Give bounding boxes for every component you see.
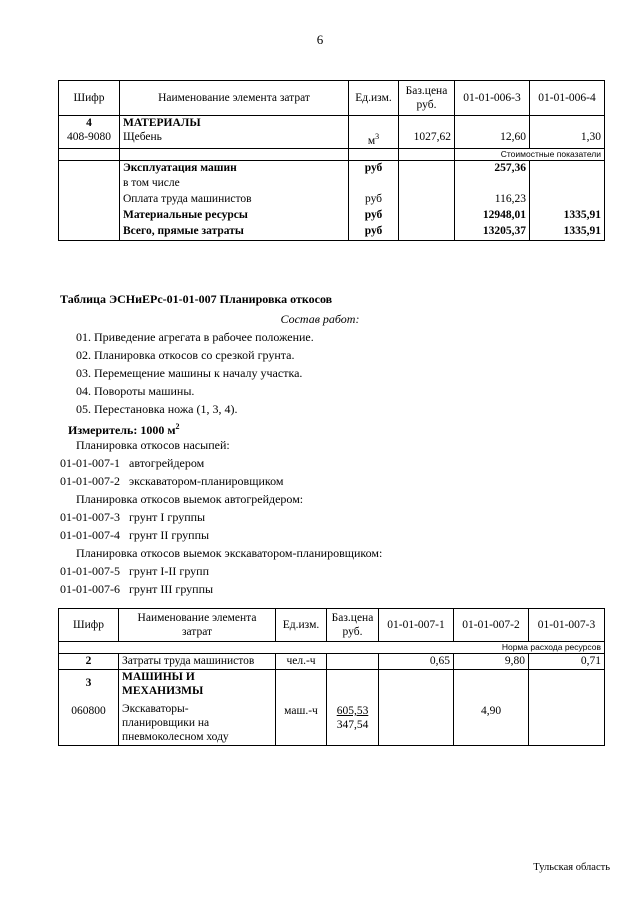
header-cell: Шифр [59,81,120,116]
table-row [59,192,605,208]
resource-unit-cell [276,670,327,746]
section-title: МАШИНЫ И МЕХАНИЗМЫ [122,671,204,697]
header-cell: Баз.цена руб. [327,609,379,642]
row-unit: руб [349,160,399,176]
section-code: 3 [85,677,92,689]
resource-value: 1,30 [530,130,605,148]
table-row [59,670,605,746]
norm-item: 01-01-007-5 грунт I-II групп [60,564,210,578]
row-unit: руб [349,208,399,224]
cost-indicators-label: Стоимостные показатели [455,148,605,160]
table-row [59,116,605,131]
row-name: Эксплуатация машин [120,160,349,176]
resource-code-cell [59,670,119,746]
row-value: 13205,37 [455,224,530,240]
row-value: 1335,91 [530,208,605,224]
resource-code: 060800 [71,705,106,717]
resource-unit: чел.-ч [276,654,327,670]
resource-price: 1027,62 [399,130,455,148]
table-row [59,130,605,148]
row-value [530,176,605,192]
work-step: 03. Перемещение машины к началу участка. [76,366,303,380]
header-cell: 01-01-007-3 [529,609,605,642]
row-name: в том числе [120,176,349,192]
work-step: 05. Перестановка ножа (1, 3, 4). [76,402,238,416]
header-cell: Ед.изм. [276,609,327,642]
norm-label: Норма расхода ресурсов [59,642,605,654]
section-code: 4 [59,116,120,131]
page-number: 6 [316,32,324,47]
resource-code: 2 [59,654,119,670]
work-step: 02. Планировка откосов со срезкой грунта. [76,348,295,362]
row-name: Материальные ресурсы [120,208,349,224]
row-value [530,192,605,208]
norm-item: 01-01-007-2 экскаватором-планировщиком [60,474,284,488]
resource-value: 4,90 [480,705,502,717]
table-row [59,224,605,240]
row-value: 12948,01 [455,208,530,224]
header-cell: 01-01-006-3 [455,81,530,116]
header-cell: 01-01-007-1 [379,609,454,642]
norm-item: 01-01-007-1 автогрейдером [60,456,205,470]
composition-label: Состав работ: [280,312,360,326]
work-step: 01. Приведение агрегата в рабочее положение. [76,330,314,344]
row-value [455,176,530,192]
table-row [59,208,605,224]
norm-item: 01-01-007-4 грунт II группы [60,528,210,542]
resource-name: Щебень [120,130,349,148]
footer-region: Тульская область [533,862,610,873]
measure-unit: Измеритель: 1000 $м^2$ [68,422,180,437]
table-header-row [59,609,605,642]
resource-name: Экскаваторы-планировщики на пневмоколесном ходу [122,703,229,743]
resources-table-006 [58,80,605,241]
table-row [59,160,605,176]
table-title: Таблица ЭСНиЕРс-01-01-007 Планировка откосов [60,292,333,306]
row-unit [349,176,399,192]
row-name: Всего, прямые затраты [120,224,349,240]
norm-item: 01-01-007-6 грунт III группы [60,582,214,596]
resource-name-cell [119,670,276,746]
group-heading: Планировка откосов выемок экскаватором-планировщиком: [76,546,383,560]
table-header-row [59,81,605,116]
group-heading: Планировка откосов выемок автогрейдером: [76,492,304,506]
table-subheader-row [59,642,605,654]
resource-value: 9,80 [454,654,529,670]
row-value [530,160,605,176]
section-title: МАТЕРИАЛЫ [120,116,349,131]
row-value: 257,36 [455,160,530,176]
row-name: Оплата труда машинистов [120,192,349,208]
table-row [59,654,605,670]
resource-unit: маш.-ч [284,705,318,717]
header-cell: 01-01-007-2 [454,609,529,642]
header-cell: Наименование элемента затрат [120,81,349,116]
resource-price-cell [327,670,379,746]
row-value: 116,23 [455,192,530,208]
resource-unit: $м^3$ [349,130,399,148]
resource-value: 0,71 [529,654,605,670]
header-cell: Шифр [59,609,119,642]
group-heading: Планировка откосов насыпей: [76,438,230,452]
resource-price-alt: 347,54 [336,719,369,731]
table-row [59,176,605,192]
resource-value: 0,65 [379,654,454,670]
resources-table-007 [58,608,605,746]
resource-value: 12,60 [455,130,530,148]
norm-item: 01-01-007-3 грунт I группы [60,510,206,524]
row-unit: руб [349,192,399,208]
resource-name: Затраты труда машинистов [119,654,276,670]
resource-price: 605,53 [336,705,369,717]
resource-value-cell [454,670,529,746]
table-subheader-row [59,148,605,160]
header-cell: Наименование элемента затрат [119,609,276,642]
row-value: 1335,91 [530,224,605,240]
work-step: 04. Повороты машины. [76,384,195,398]
header-cell: Баз.цена руб. [399,81,455,116]
header-cell: 01-01-006-4 [530,81,605,116]
header-cell: Ед.изм. [349,81,399,116]
row-unit: руб [349,224,399,240]
resource-code: 408-9080 [59,130,120,148]
